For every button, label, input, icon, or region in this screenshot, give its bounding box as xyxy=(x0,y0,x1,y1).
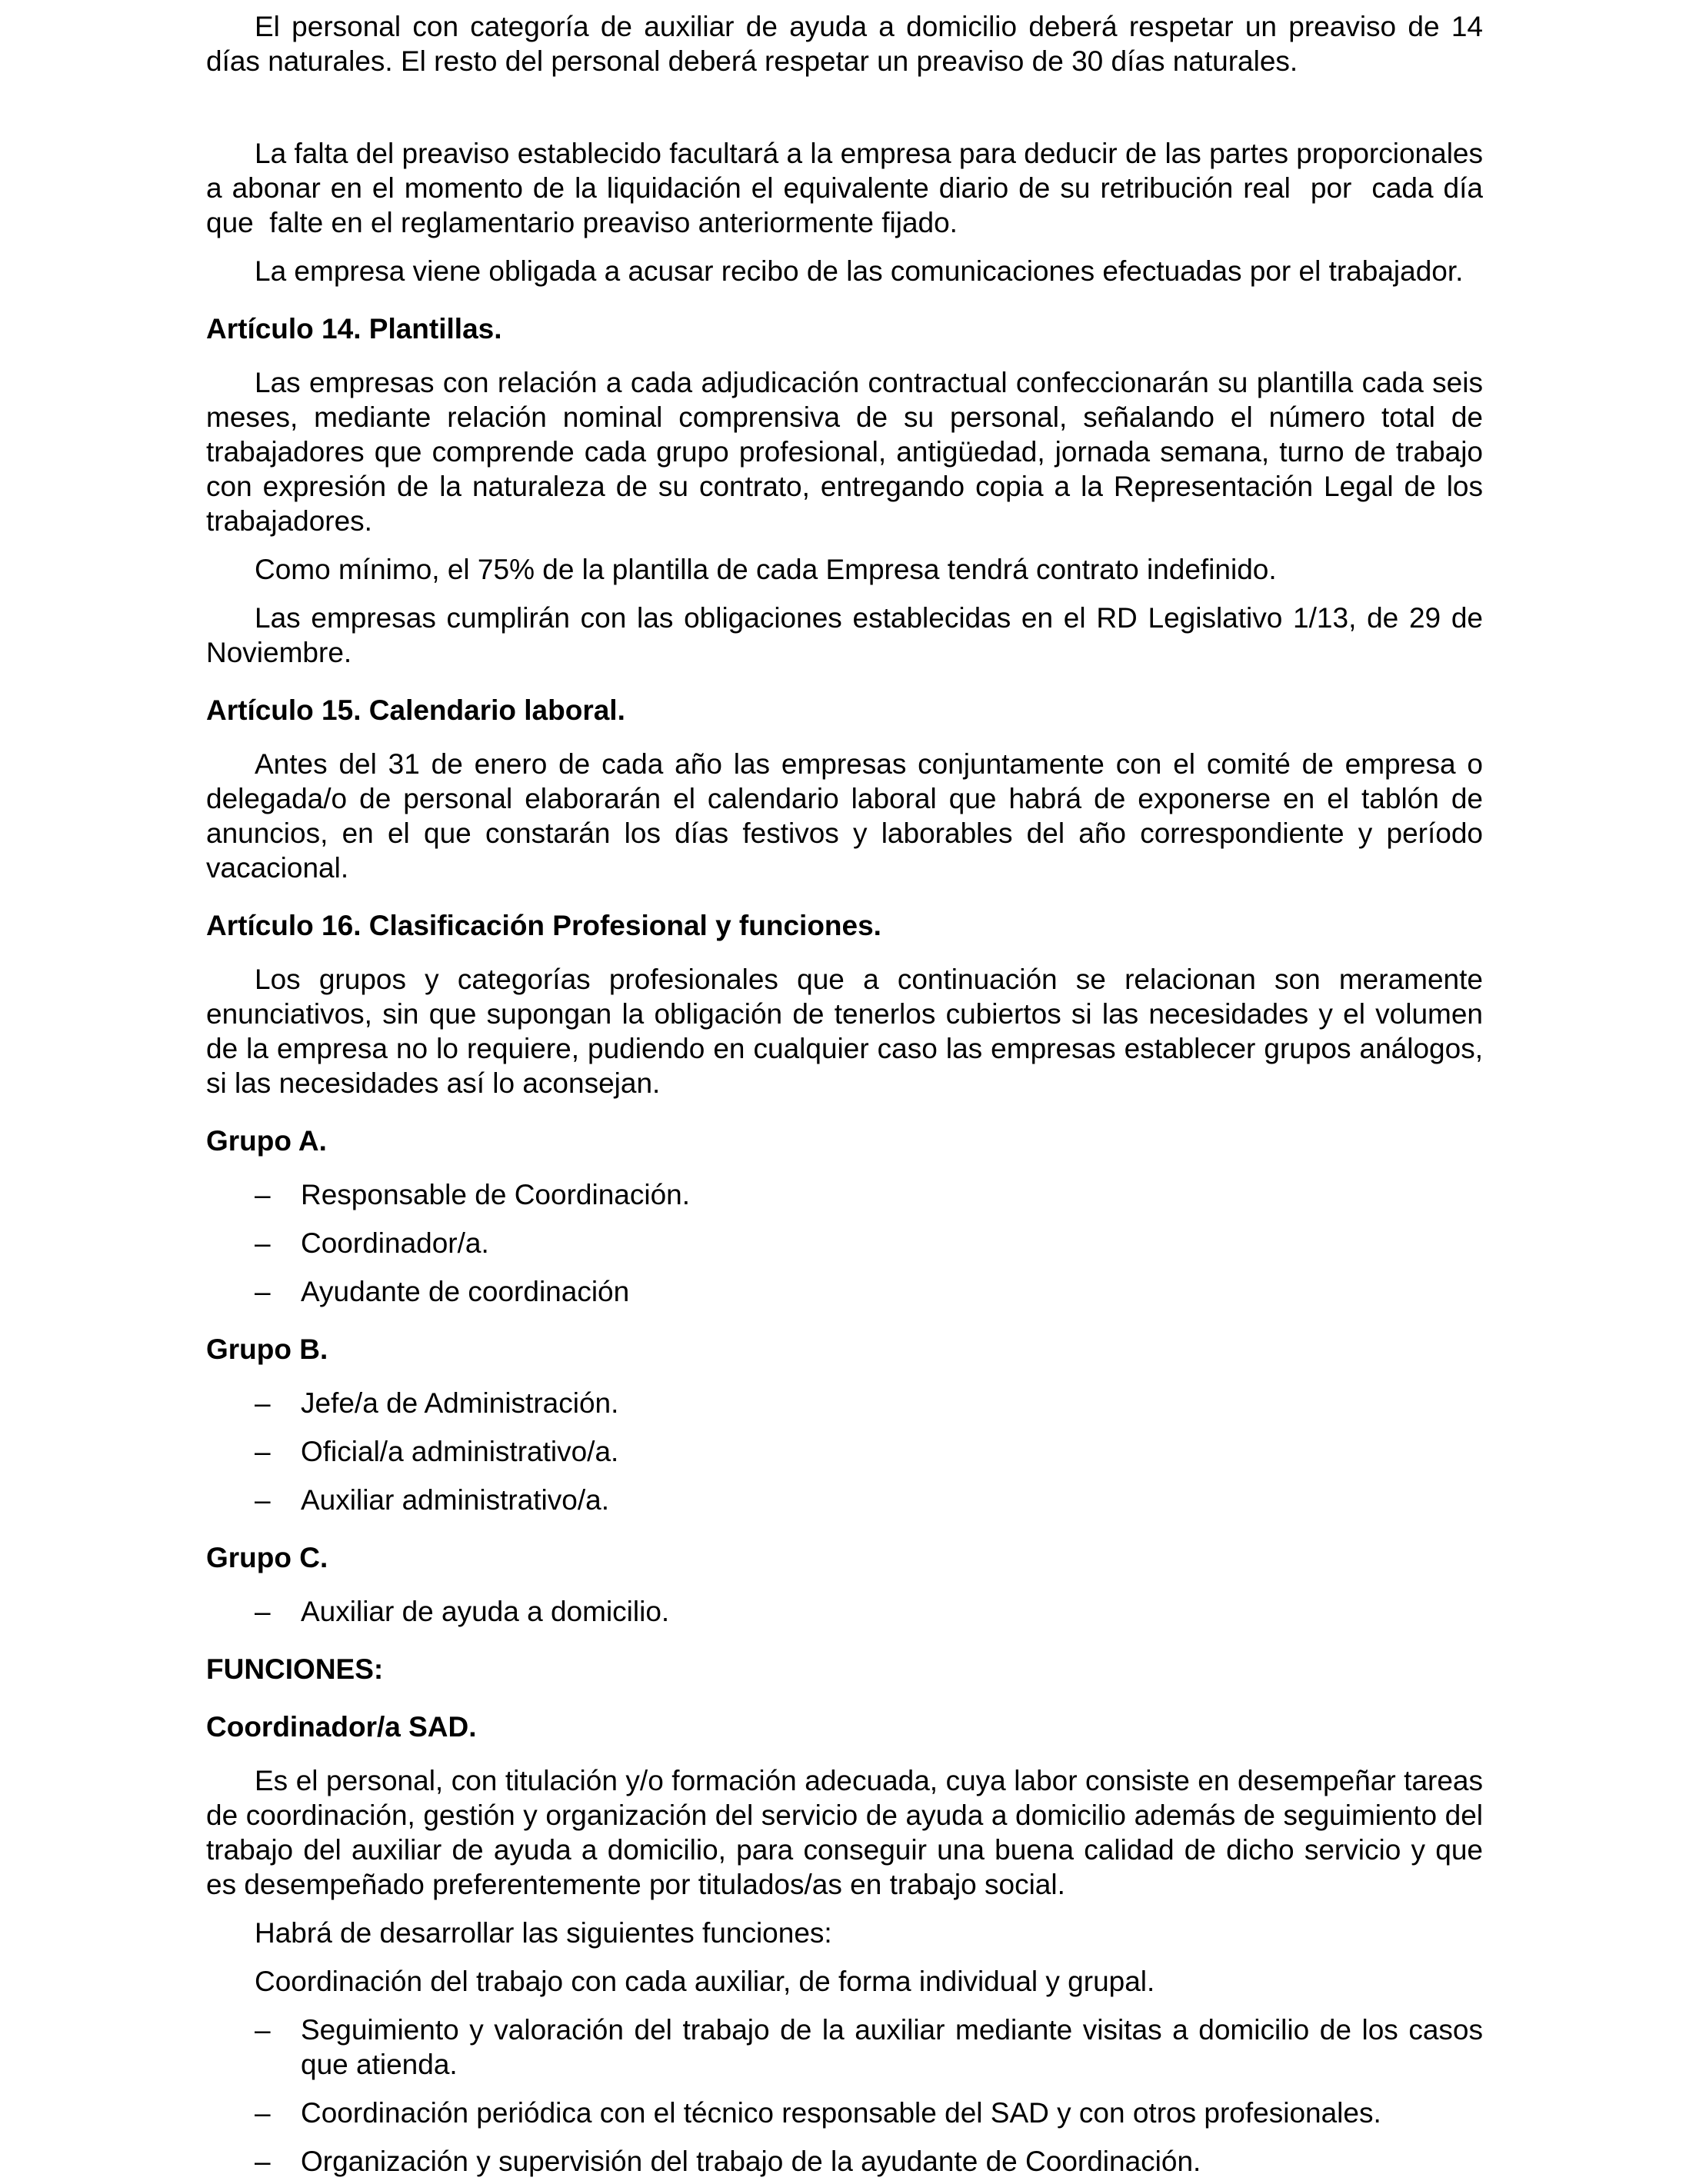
list-item xyxy=(206,1386,1483,1420)
paragraph: Es el personal, con titulación y/o formación adecuada, cuya labor consiste en desempeñar tareas de coordinación, gestión y organización del servicio de ayuda a domicilio además de seguimiento del trabajo del auxiliar de ayuda a domicilio, para conseguir una buena calidad de dicho servicio y que es desempeñado preferentemente por titulados/as en trabajo social. xyxy=(206,1765,1483,1900)
paragraph: Como mínimo, el 75% de la plantilla de cada Empresa tendrá contrato indefinido. xyxy=(255,554,1277,585)
paragraph: El personal con categoría de auxiliar de ayuda a domicilio deberá respetar un preaviso de 14 días naturales. El resto del personal deberá respetar un preaviso de 30 días naturales. xyxy=(206,11,1483,77)
article-heading-14: Artículo 14. Plantillas. xyxy=(206,313,502,345)
paragraph: Las empresas cumplirán con las obligaciones establecidas en el RD Legislativo 1/13, de 29 de Noviembre. xyxy=(206,602,1483,668)
list-item-text: Jefe/a de Administración. xyxy=(301,1387,619,1419)
list-item xyxy=(206,1226,1483,1260)
list-item-text: Oficial/a administrativo/a. xyxy=(301,1436,619,1467)
dash-bullet: – xyxy=(255,1484,271,1516)
list-item-text: Coordinación periódica con el técnico responsable del SAD y con otros profesionales. xyxy=(301,2097,1381,2129)
dash-bullet: – xyxy=(255,1227,271,1259)
dash-bullet: – xyxy=(255,1179,271,1210)
list-item xyxy=(206,2096,1483,2130)
article-heading-16: Artículo 16. Clasificación Profesional y funciones. xyxy=(206,910,881,941)
paragraph: Antes del 31 de enero de cada año las empresas conjuntamente con el comité de empresa o delegada/o de personal elaborarán el calendario laboral que habrá de exponerse en el tablón de anuncios, en el que constarán los días festivos y laborables del año correspondiente y período vacacional. xyxy=(206,748,1483,884)
list-item xyxy=(206,2013,1483,2082)
list-item-text: Coordinador/a. xyxy=(301,1227,489,1259)
dash-bullet: – xyxy=(255,1387,271,1419)
list-item-text: Auxiliar administrativo/a. xyxy=(301,1484,609,1516)
role-heading-coordinador-sad: Coordinador/a SAD. xyxy=(206,1711,477,1743)
list-item xyxy=(206,1483,1483,1517)
list-item-text: Responsable de Coordinación. xyxy=(301,1179,691,1210)
dash-bullet: – xyxy=(255,2014,271,2046)
paragraph: Coordinación del trabajo con cada auxiliar, de forma individual y grupal. xyxy=(255,1966,1155,1997)
group-heading-b: Grupo B. xyxy=(206,1333,328,1365)
list-item xyxy=(206,1177,1483,1212)
dash-bullet: – xyxy=(255,1596,271,1627)
paragraph: Habrá de desarrollar las siguientes funciones: xyxy=(255,1917,832,1949)
paragraph: Las empresas con relación a cada adjudicación contractual confeccionarán su plantilla cada seis meses, mediante relación nominal comprensiva de su personal, señalando el número total de trabajadores que comprende cada grupo profesional, antigüedad, jornada semana, turno de trabajo con expresión de la naturaleza de su contrato, entregando copia a la Representación Legal de los trabajadores. xyxy=(206,367,1483,537)
list-item-text: Organización y supervisión del trabajo de la ayudante de Coordinación. xyxy=(301,2146,1201,2177)
group-heading-a: Grupo A. xyxy=(206,1125,327,1157)
list-item xyxy=(206,1274,1483,1309)
dash-bullet: – xyxy=(255,1276,271,1307)
paragraph: Los grupos y categorías profesionales que a continuación se relacionan son meramente enunciativos, sin que supongan la obligación de tenerlos cubiertos si las necesidades y el volumen de la empresa no lo requiere, pudiendo en cualquier caso las empresas establecer grupos análogos, si las necesidades así lo aconsejan. xyxy=(206,964,1483,1099)
list-item-text: Ayudante de coordinación xyxy=(301,1276,630,1307)
list-item xyxy=(206,1434,1483,1469)
dash-bullet: – xyxy=(255,2146,271,2177)
list-item-text: Seguimiento y valoración del trabajo de la auxiliar mediante visitas a domicilio de los casos que atienda. xyxy=(301,2014,1483,2080)
list-item-text: Auxiliar de ayuda a domicilio. xyxy=(301,1596,670,1627)
dash-bullet: – xyxy=(255,1436,271,1467)
paragraph: La empresa viene obligada a acusar recibo de las comunicaciones efectuadas por el trabajador. xyxy=(255,255,1464,287)
list-item xyxy=(206,2144,1483,2179)
section-heading-funciones: FUNCIONES: xyxy=(206,1653,384,1685)
group-heading-c: Grupo C. xyxy=(206,1542,328,1573)
article-heading-15: Artículo 15. Calendario laboral. xyxy=(206,694,625,726)
paragraph: La falta del preaviso establecido facultará a la empresa para deducir de las partes proporcionales a abonar en el momento de la liquidación el equivalente diario de su retribución real por cada día que falte en el reglamentario preaviso anteriormente fijado. xyxy=(206,138,1483,238)
dash-bullet: – xyxy=(255,2097,271,2129)
list-item xyxy=(206,1594,1483,1629)
